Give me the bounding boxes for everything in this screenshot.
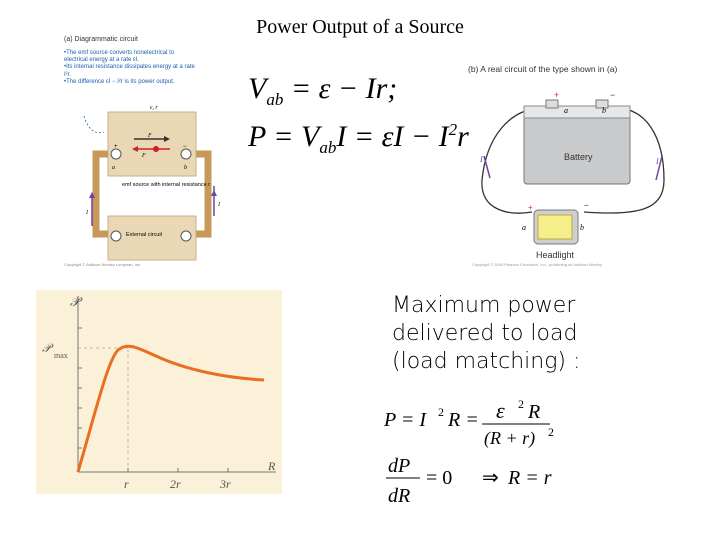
headlight-minus: − [584,201,589,210]
eq-v-sub: ab [266,90,284,109]
eq-lhs-sup: 2 [438,405,444,419]
bullet-2: •Its internal resistance dissipates energy at a rate I²r. [64,64,195,78]
y-max-label: 𝒫 [42,341,51,355]
headlight-a: a [522,223,526,232]
eq-lhs: P = I [384,409,427,431]
den: (R + r) [484,428,536,448]
eq-p-mid: I = εI − I [336,120,449,153]
source-label: ε, r [150,105,158,111]
headlight-label: Headlight [536,250,575,260]
max-power-text [392,292,580,376]
max-line-2: delivered to load [392,321,578,346]
real-circuit-panel [468,60,668,270]
battery-b: b [602,106,606,115]
current-right: I [656,157,659,166]
x-axis-label: R [268,459,276,473]
battery-plus: + [554,90,560,100]
num-R: R [528,401,541,423]
left-wire [96,154,108,234]
x-tick-3r: 3r [220,477,231,491]
current-label-left: I [86,210,88,216]
num-sup: 2 [518,397,524,411]
force-n-label: F [148,133,152,139]
eq-v-rest: = ε − Ir; [283,72,398,105]
real-circuit-drawing [468,60,668,270]
terminal-voltage-equation [248,72,397,110]
implies-icon: ⇒ [482,465,499,489]
load-power-equation [384,397,584,453]
terminal-b-icon [181,149,191,159]
terminal-a-label: a [112,165,115,171]
terminal-b-label: b [184,165,187,171]
eq-mid: R = [448,409,479,431]
x-tick-r: r [124,477,129,491]
panel-a-credit: Copyright © Addison Wesley Longman, Inc. [64,262,142,267]
ext-terminal-a-icon [111,231,121,241]
x-tick-2r: 2r [170,477,181,491]
eq-p-sub: ab [319,138,337,157]
diagrammatic-circuit-drawing [64,36,220,268]
battery-a: a [564,106,568,115]
battery-plus-terminal [546,100,558,108]
current-label-right: I [218,202,220,208]
power-curve [78,346,264,472]
d-num: dP [388,455,411,477]
eq-p-sup: 2 [448,120,458,139]
d-result: R = r [508,467,552,489]
y-max-sub: max [54,351,68,360]
eq-p-end: r [457,120,469,153]
battery-body [524,114,630,184]
power-vs-resistance-graph [36,290,282,494]
page-title: Power Output of a Source [256,16,464,38]
power-equation [248,120,469,158]
panel-a-header: (a) Diagrammatic circuit [64,36,138,43]
max-line-1: Maximum power [392,293,576,318]
d-den: dR [388,485,411,507]
terminal-plus: + [114,144,118,150]
ext-terminal-b-icon [181,231,191,241]
battery-label: Battery [564,152,593,162]
diagrammatic-circuit-panel [64,36,220,268]
eq-p: P = V [248,120,320,153]
eq-v: V [248,72,267,105]
bullet-1: •The emf source converts nonelectrical to electrical energy at a rate εI. [64,50,175,64]
headlight-plus: + [528,203,533,212]
d-eq: = 0 [426,467,453,489]
current-arrow-left [484,156,490,178]
panel-b-credit: Copyright © 2004 Pearson Education, Inc., publishing as Addison Wesley [472,262,602,267]
den-sup: 2 [548,425,554,439]
derivative-equation [386,450,586,513]
terminal-a-icon [111,149,121,159]
battery-minus: − [610,90,616,100]
bullet-3: •The difference εI − I²r is its power output. [64,78,175,85]
y-axis-label: 𝒫 [70,294,80,309]
terminal-minus: − [183,144,187,150]
num-eps: ε [496,398,505,423]
panel-b-header: (b) A real circuit of the type shown in (a) [468,64,618,74]
charge-icon [153,146,159,152]
max-line-3: (load matching) : [392,349,581,374]
source-caption: emf source with internal resistance r [122,182,211,188]
external-label: External circuit [126,232,163,238]
headlight-b: b [580,223,584,232]
right-wire [196,154,208,234]
current-left: I [480,155,483,164]
headlight-lens [538,215,572,239]
force-e-label: F [142,153,146,159]
power-graph-svg [36,290,282,494]
